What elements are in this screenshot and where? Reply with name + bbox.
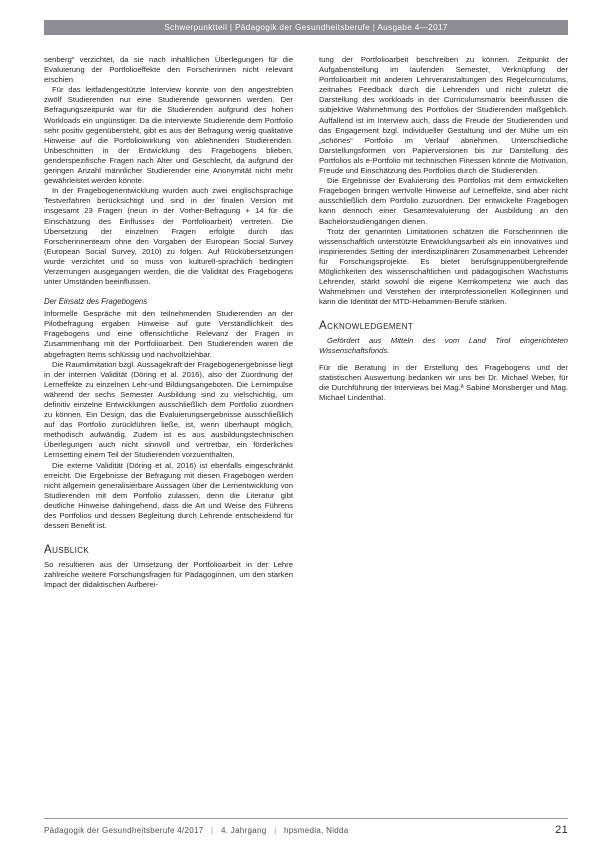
footer-volume: 4. Jahrgang bbox=[220, 825, 267, 835]
footer-journal: Pädagogik der Gesundheitsberufe 4/2017 bbox=[44, 825, 204, 835]
right-column bbox=[319, 55, 568, 795]
two-column-body bbox=[44, 55, 568, 795]
paragraph: Die externe Validität (Döring et al, 2016) ist ebenfalls eingeschränkt erreicht. Die Ergebnisse der Befragung mit diesen Fragebogen werden nicht allgemein generalisierbare Aussagen über die Lernentwicklung von Studierenden mit dem Portfolio zulassen, denn die Literatur gibt deutliche Hinweise dahingehend, dass die Art und Weise des Führens des Portfolios und dessen Begleitung durch Lehrende entscheidend für dessen Benefit ist. bbox=[44, 460, 293, 531]
footer-separator: | bbox=[274, 825, 277, 835]
paragraph: Für die Beratung in der Erstellung des Fragebogens und der statistischen Auswertung bedanken wir uns bei Dr. Michael Weber, für die Durchführung der Interviews bei Mag.ª Sabine Monsberger und Mag. Michael Lindenthal. bbox=[319, 362, 568, 402]
paragraph: Für das leitfadengestützte Interview konnte von den angestrebten zwölf Studierenden nur eine Studierende gewonnen werden. Der Befragungszeitpunkt war für die Studierenden aufgrund des hohen Workloads ein ungünstiger. Da die interviewte Studierende dem Portfolio sehr positiv gegenübersteht, gibt es aus der Befragung wenig qualitative Hinweise auf die Portfolioiwirkung von ablehnenden Studierenden. Unbeschnitten in der Entwicklung des Fragebogens blieben, genderspezifische Fragen nach Alter und Geschlecht, da aufgrund der geringen Anzahl männlicher Studierender eine Anonymität nicht mehr gewährleistet werden könnte. bbox=[44, 85, 293, 186]
footer-separator: | bbox=[211, 825, 214, 835]
paragraph: senberg“ verzichtet, da sie nach inhaltlichen Überlegungen für die Evaluierung der Portfolioeffekte den Forscherinnen nicht relevant erschien. bbox=[44, 55, 293, 85]
subheading-fragebogen-einsatz: Der Einsatz des Fragebogens bbox=[44, 297, 148, 307]
page-header-bar bbox=[44, 20, 568, 35]
funding-note: Gefördert aus Mitteln des vom Land Tirol eingerichteten Wissenschaftsfonds. bbox=[319, 336, 568, 356]
paragraph: In der Fragebogenentwicklung wurden auch zwei englischsprachige Testverfahren berücksichtigt und sind in der finalen Version mit insgesamt 23 Fragen (neun in der Vorher-Befragung + 14 für die Einschätzung des Einflusses der Portfolioarbeit) vertreten. Die Übersetzung der einzelnen Fragen erfolgte durch das Forscherinnenteam ohne den Vorgaben der European Social Survey (European Social Survey, 2010) zu folgen. Auf Rückübersetzungen wurde verzichtet und so muss von kulturell-sprachlich bedingten Verzerrungen ausgegangen werden, die die Validität des Fragebogens unter Umständen beeinflussen. bbox=[44, 186, 293, 287]
paragraph: Informelle Gespräche mit den teilnehmenden Studierenden an der Pilotbefragung ergaben Hinweise auf gute Verständlichkeit des Fragebogens und eine offensichtliche Relevanz der Fragen in Zusammenhang mit der Portfolioarbeit. Den Studierenden waren die abgefragten Items schlüssig und nachvollziehbar. bbox=[44, 309, 293, 359]
paragraph: Trotz der genannten Limitationen schätzen die Forscherinnen die wissenschaftlich unterstützte Entwicklungsarbeit als ein innovatives und inspirierendes Setting der interdisziplinären Zusammenarbeit Lehrender für Forschungsprojekte. Es bietet berufsgruppenübergreifende Möglichkeiten des wissenschaftlichen und pädagogischen Wachstums Lehrender, stärkt sowohl die eigene Kernkompetenz wie auch das Wahrnehmen und Verstehen der interprofessionellen Kolleginnen und kann die Identität der MTD-Hebammen-Berufe stärken. bbox=[319, 226, 568, 307]
footer-publisher: hpsmedia, Nidda bbox=[283, 825, 349, 835]
paragraph: Die Raumlimitation bzgl. Aussagekraft der Fragebogenergebnisse liegt in der internen Validität (Döring et al. 2016), also der Zuordnung der Lerneffekte zu einzelnen Lehr-und Bildungsangeboten. Die Lernimpulse während der sechs Semester Ausbildung sind zu vielschichtig, um definitiv einzelne Entwicklungen ausschließlich dem Portfolio zuordnen zu können. Ein Design, das die Evaluierungsergebnisse ausschließlich auf das Portfolio zurückführen ließe, ist, wenn überhaupt möglich, methodisch aufwändig. Zudem ist es aus ausbildungstechnischen Überlegungen auch nicht sinnvoll und vertretbar, ein förderliches Lernsetting einem Teil der Studierenden vorzuenthalten. bbox=[44, 359, 293, 460]
paragraph: Die Ergebnisse der Evaluierung des Portfolios mit dem entwickelten Fragebogen bringen wertvolle Hinweise auf Lerneffekte, sind aber nicht ausschließlich dem Portfolio zuzuordnen. Der entwickelte Fragebogen kann dennoch einer Gesamtevaluierung der Ausbildung an den Bachelorstudiengängen dienen. bbox=[319, 176, 568, 226]
paragraph: So resultieren aus der Umsetzung der Portfolioarbeit in der Lehre zahlreiche weitere Forschungsfragen für Pädagoginnen, um den starken Impact der didaktischen Aufberei- bbox=[44, 560, 293, 590]
footer-divider bbox=[44, 818, 568, 819]
section-heading-acknowledgement: Acknowledgement bbox=[319, 320, 414, 333]
page-footer bbox=[44, 824, 568, 836]
section-heading-ausblick: Ausblick bbox=[44, 544, 90, 557]
page-header-text: Schwerpunktteil | Pädagogik der Gesundheitsberufe | Ausgabe 4—2017 bbox=[164, 23, 448, 32]
left-column bbox=[44, 55, 293, 795]
paragraph: tung der Portfolioarbeit beschreiben zu können. Zeitpunkt der Aufgabenstellung im laufenden Semester, Verknüpfung der Portfolioarbeit mit anderen Lehrveranstaltungen des Regelcurriculums, zeitnahes Feedback durch die Lehrenden und nicht zuletzt die Darstellung des workloads in der Curriculumsmatrix beeinflussen die subjektive Wahrnehmung des Portfolios der Studierenden maßgeblich. Auffallend ist im Interview auch, dass die Freude der Studierenden und das Engagement bzgl. individueller Gestaltung und der Mühe um ein „schönes“ Portfolio im Verlauf abnehmen. Unterschiedliche Darstellungsformen von Papierversionen bis zur Darstellung des Portfolios als e-Portfolio mit technischen Finessen könnte die Motivation, Freude und Einschätzung des Portfolios durch die Studierenden. bbox=[319, 55, 568, 176]
footer-left bbox=[44, 826, 349, 835]
footer-page-number: 21 bbox=[555, 824, 568, 836]
